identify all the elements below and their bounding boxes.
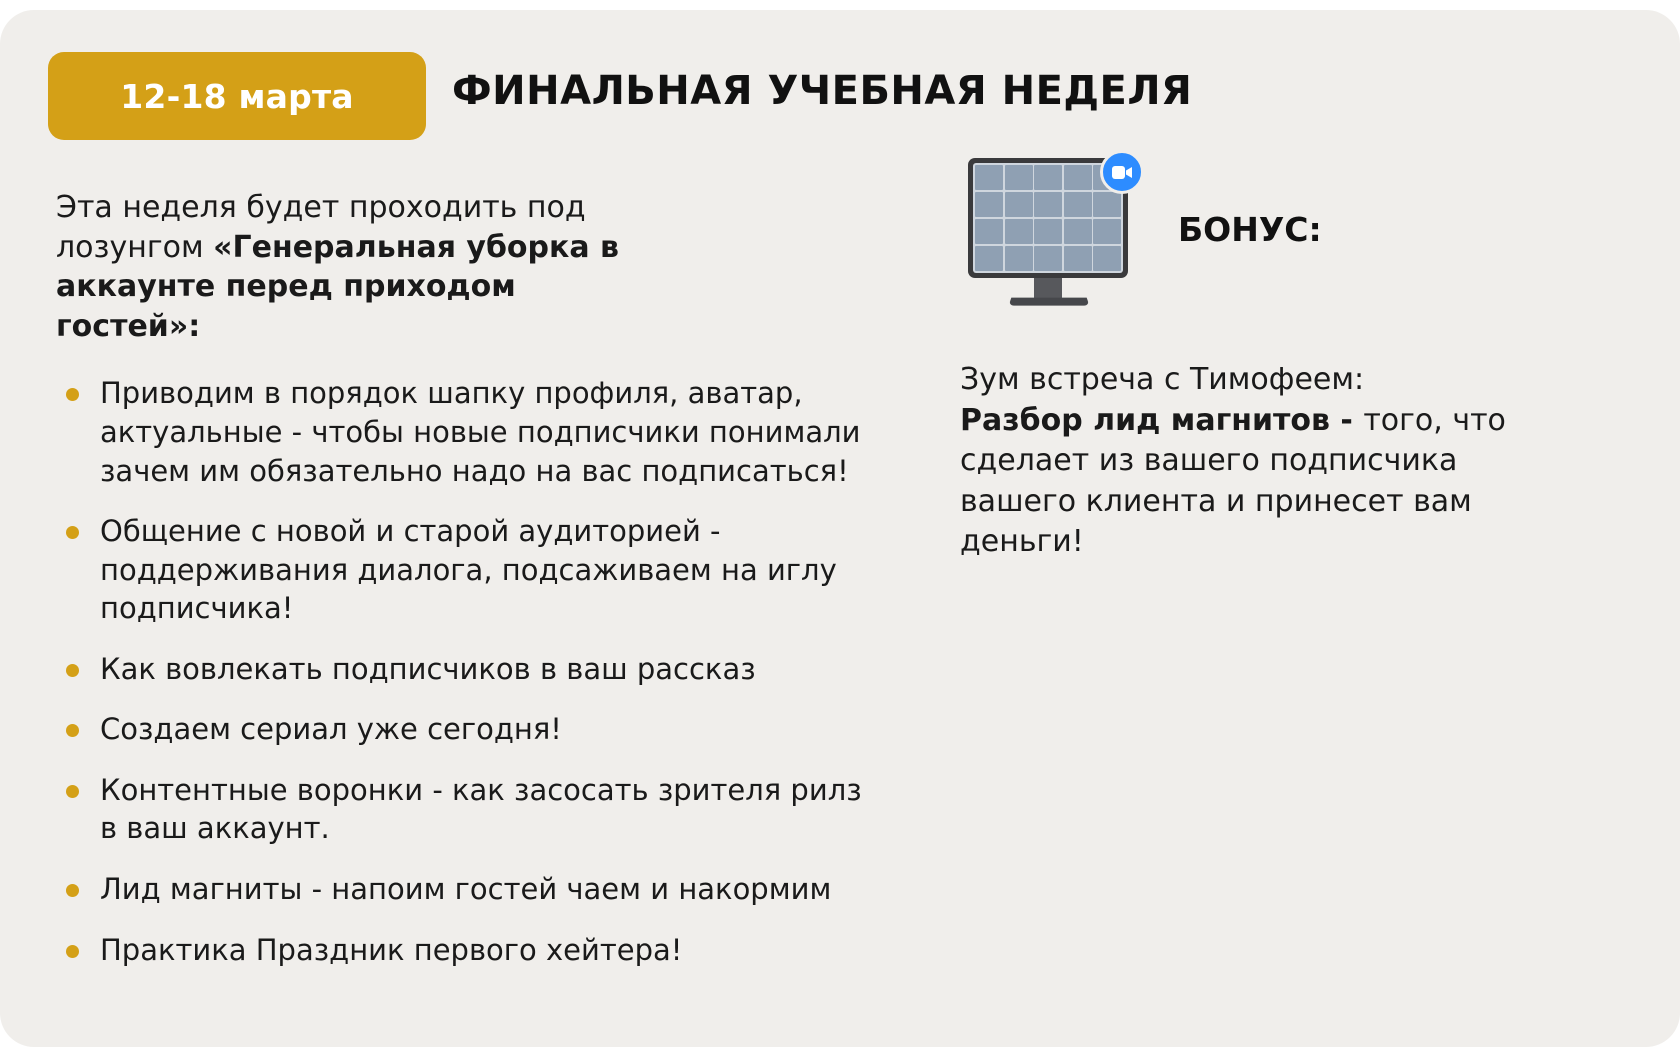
bonus-line-1: Зум встреча с Тимофеем: xyxy=(960,362,1365,397)
bonus-label: БОНУС: xyxy=(1178,210,1322,249)
bullet-dot-icon xyxy=(66,785,79,798)
intro-paragraph xyxy=(56,188,656,346)
bullet-dot-icon xyxy=(66,526,79,539)
right-column xyxy=(960,158,1600,563)
topics-list xyxy=(56,374,866,969)
left-column xyxy=(56,188,866,991)
list-item-text: Практика Праздник первого хейтера! xyxy=(100,932,683,967)
list-item-text: Создаем сериал уже сегодня! xyxy=(100,712,562,747)
list-item-text: Приводим в порядок шапку профиля, аватар, актуальные - чтобы новые подписчики понимали зачем им обязательно надо на вас подписаться! xyxy=(100,376,861,488)
monitor-stand-base xyxy=(1009,298,1090,306)
list-item xyxy=(56,710,866,749)
date-badge xyxy=(48,52,426,140)
date-badge-label: 12-18 марта xyxy=(120,76,354,116)
bonus-rest: того, что сделает из вашего подписчика вашего клиента и принесет вам деньги! xyxy=(960,402,1506,559)
list-item-text: Общение с новой и старой аудиторией - поддерживания диалога, подсаживаем на иглу подписчика! xyxy=(100,514,837,626)
header xyxy=(0,52,1680,140)
list-item xyxy=(56,870,866,909)
list-item-text: Как вовлекать подписчиков в ваш рассказ xyxy=(100,651,756,686)
list-item xyxy=(56,374,866,490)
bonus-header-row xyxy=(960,158,1600,318)
list-item xyxy=(56,512,866,628)
monitor-stand-neck xyxy=(1034,278,1062,298)
list-item-text: Лид магниты - напоим гостей чаем и накормим xyxy=(100,872,832,906)
bullet-dot-icon xyxy=(66,724,79,737)
bonus-highlight: Разбор лид магнитов - xyxy=(960,402,1364,438)
list-item xyxy=(56,650,866,689)
bullet-dot-icon xyxy=(66,884,79,897)
bullet-dot-icon xyxy=(66,664,79,677)
intro-text: Эта неделя будет проходить под лозунгом xyxy=(56,190,586,265)
video-camera-icon xyxy=(1100,150,1144,194)
page-title: ФИНАЛЬНАЯ УЧЕБНАЯ НЕДЕЛЯ xyxy=(452,68,1193,114)
bonus-description xyxy=(960,360,1560,563)
slide-card xyxy=(0,10,1680,1047)
desktop-monitor-icon xyxy=(960,158,1138,318)
list-item-text: Контентные воронки - как засосать зрителя рилз в ваш аккаунт. xyxy=(100,772,862,846)
bullet-dot-icon xyxy=(66,945,79,958)
list-item xyxy=(56,771,866,848)
list-item xyxy=(56,931,866,970)
intro-slogan: «Генеральная уборка в аккаунте перед приходом гостей»: xyxy=(56,229,620,344)
bullet-dot-icon xyxy=(66,388,79,401)
